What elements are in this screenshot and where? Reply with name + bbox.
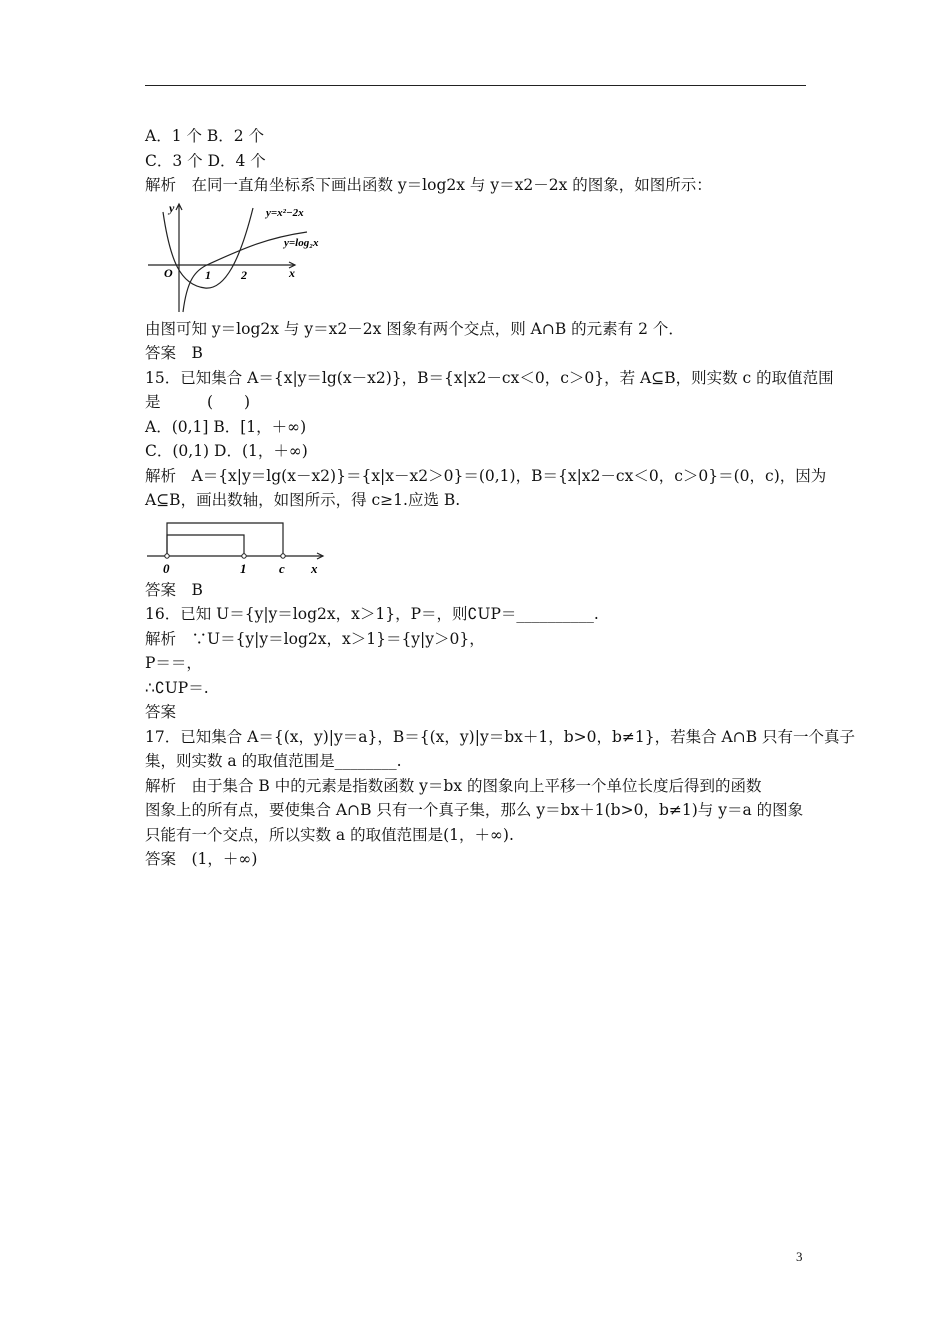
text-line: 由图可知 y＝log2x 与 y＝x2－2x 图象有两个交点，则 A∩B 的元素有 2 个．: [145, 319, 684, 338]
parabola-label: y=x²−2x: [266, 206, 304, 219]
document-body: [145, 124, 856, 872]
text-line: 解析 在同一直角坐标系下画出函数 y＝log2x 与 y＝x2－2x 的图象，如图所示：: [145, 176, 712, 194]
text-line: 15．已知集合 A＝{x|y＝lg(x－x2)}，B＝{x|x2－cx＜0，c＞0}，若 A⊆B，则实数 c 的取值范围: [145, 368, 834, 387]
text-line: C．3 个 D．4 个: [145, 151, 266, 170]
set-a-bracket: [167, 535, 244, 556]
log-parabola-graph: [145, 200, 345, 315]
text-line: 解析 A＝{x|y＝lg(x－x2)}＝{x|x－x2＞0}＝(0,1)，B＝{x|x2－cx＜0，c＞0}＝(0，c)，因为: [145, 466, 827, 485]
tick-c: c: [279, 560, 285, 576]
text-line: 答案 (1，＋∞): [145, 850, 258, 868]
point-c: [281, 553, 285, 557]
point-1: [242, 553, 246, 557]
header-rule: [145, 85, 806, 86]
text-line: 解析 由于集合 B 中的元素是指数函数 y＝bx 的图象向上平移一个单位长度后得到的函数: [145, 776, 762, 795]
page-number: 3: [796, 1249, 803, 1264]
text-line: 解析 ∵U＝{y|y＝log2x，x＞1}＝{y|y＞0}，: [145, 629, 485, 648]
text-line: ∴∁UP＝.: [145, 678, 209, 697]
tick-1: 1: [240, 560, 247, 576]
log-label: y=log₂x: [284, 236, 319, 249]
text-line: 答案 B: [145, 344, 203, 362]
number-line-graph: [145, 518, 330, 578]
text-line: A．(0,1] B．[1，＋∞): [145, 417, 307, 436]
tick-2: 2: [241, 267, 247, 282]
text-line: 答案: [145, 703, 177, 721]
label-origin: O: [164, 265, 173, 280]
text-line: 是 ( ): [145, 393, 251, 411]
tick-1: 1: [205, 267, 211, 282]
text-line: C．(0,1) D．(1，＋∞): [145, 442, 308, 460]
text-line: A⊆B，画出数轴，如图所示，得 c≥1.应选 B.: [145, 491, 461, 509]
label-x: x: [311, 560, 318, 576]
tick-0: 0: [163, 560, 170, 576]
set-b-bracket: [167, 523, 283, 556]
text-line: A．1 个 B．2 个: [145, 127, 265, 145]
text-line: 只能有一个交点，所以实数 a 的取值范围是(1，＋∞).: [145, 825, 514, 844]
text-line: P＝＝，: [145, 654, 202, 672]
text-line: 答案 B: [145, 580, 203, 599]
text-line: 17．已知集合 A＝{(x，y)|y＝a}，B＝{(x，y)|y＝bx＋1，b>0，b≠1}，若集合 A∩B 只有一个真子: [145, 727, 856, 746]
text-line: 16．已知 U＝{y|y＝log2x，x＞1}，P＝，则∁UP＝__________.: [145, 605, 599, 623]
point-0: [165, 553, 169, 557]
label-x: x: [289, 265, 295, 280]
text-line: 图象上的所有点，要使集合 A∩B 只有一个真子集，那么 y＝bx＋1(b>0，b≠1)与 y＝a 的图象: [145, 801, 804, 819]
text-line: 集，则实数 a 的取值范围是________.: [145, 752, 402, 770]
label-y: y: [169, 200, 175, 215]
